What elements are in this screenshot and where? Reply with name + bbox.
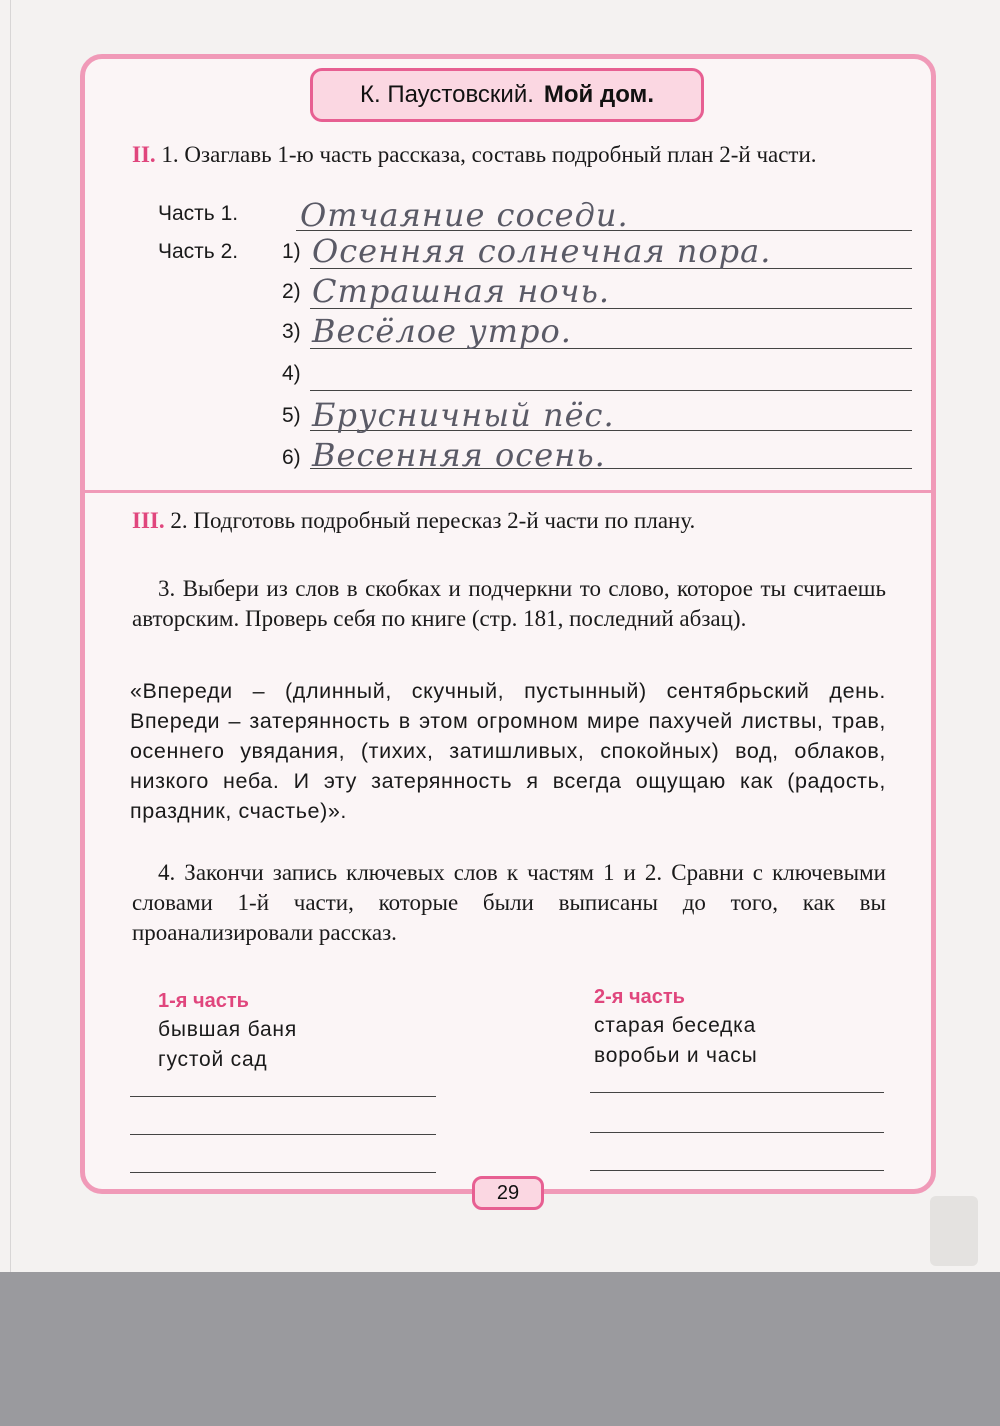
plan-num: 2) (282, 280, 301, 303)
section-3-numeral: III. (132, 508, 165, 533)
answer-line (130, 1134, 436, 1135)
handwritten-part1: Отчаяние соседи. (300, 196, 629, 234)
part-2-label: Часть 2. (158, 240, 239, 263)
answer-line (590, 1170, 884, 1171)
title-author: К. Паустовский. (360, 81, 534, 108)
keyword: густой сад (158, 1048, 268, 1071)
answer-line (590, 1132, 884, 1133)
plan-num: 5) (282, 404, 301, 427)
quote-passage: «Впереди – (длинный, скучный, пустынный) сентябрьский день. Впереди – затерянность в этом огромном мире пахучей листвы, трав, осеннего увядания, (тихих, затишливых, спокойных) вод, облаков, низкого неба. И эту затерянность я всегда ощущаю как (радость, праздник, счастье)». (130, 679, 886, 823)
page-number: 29 (472, 1176, 544, 1210)
keyword: бывшая баня (158, 1018, 298, 1041)
task-4-text: 4. Закончи запись ключевых слов к частям 1 и 2. Сравни с ключевыми словами 1-й части, которые были выписаны до того, как вы проанализировали рассказ. (132, 860, 886, 945)
handwritten-plan-item: Брусничный пёс. (312, 396, 615, 434)
answer-line (130, 1172, 436, 1173)
plan-num: 1) (282, 240, 301, 263)
task-1-instruction: 1. Озаглавь 1-ю часть рассказа, составь подробный план 2-й части. (161, 142, 817, 167)
section-2-numeral: II. (132, 142, 156, 167)
handwritten-plan-item: Весенняя осень. (312, 436, 606, 474)
binding-line (10, 0, 11, 1272)
torn-corner (930, 1196, 978, 1266)
column-2-heading: 2-я часть (594, 986, 685, 1008)
handwritten-plan-item: Весёлое утро. (312, 312, 572, 350)
task-2-instruction: 2. Подготовь подробный пересказ 2-й части по плану. (170, 508, 696, 533)
plan-num: 6) (282, 446, 301, 469)
answer-line (130, 1096, 436, 1097)
keyword: старая беседка (594, 1014, 757, 1037)
task-3-text: 3. Выбери из слов в скобках и подчеркни то слово, которое ты считаешь авторским. Проверь себя по книге (стр. 181, последний абзац). (132, 576, 886, 631)
task-2-text (132, 506, 886, 536)
answer-line (590, 1092, 884, 1093)
column-1-heading: 1-я часть (158, 990, 249, 1012)
keyword: воробьи и часы (594, 1044, 758, 1067)
plan-num: 3) (282, 320, 301, 343)
section-divider (83, 490, 933, 493)
answer-line (310, 390, 912, 391)
handwritten-plan-item: Осенняя солнечная пора. (312, 232, 772, 270)
page-title (310, 68, 704, 122)
task-1-text (132, 140, 886, 170)
part-1-label: Часть 1. (158, 202, 239, 225)
plan-num: 4) (282, 362, 301, 385)
title-story: Мой дом. (543, 81, 654, 108)
handwritten-plan-item: Страшная ночь. (312, 272, 611, 310)
